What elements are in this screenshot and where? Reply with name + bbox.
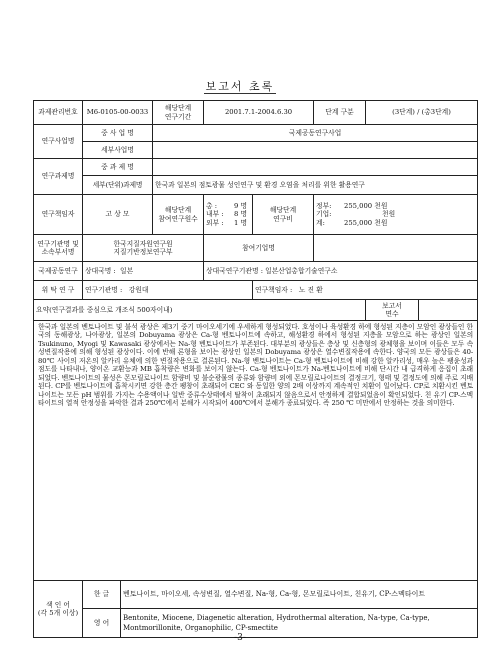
- program-detail-value: [153, 142, 478, 159]
- period-label: 해당단계 연구기간: [153, 101, 204, 125]
- intl-label: 국제공동연구: [34, 262, 83, 281]
- outsource-row: [34, 281, 478, 300]
- researcher-counts: 총 : 9 명 내부 : 8 명 외부 : 1 명: [204, 195, 253, 235]
- program-row-central: [34, 125, 478, 142]
- page-title: 보고서 초록: [205, 80, 275, 93]
- researchers-label: 연구책임자: [34, 195, 83, 235]
- program-central-value: 국제공동연구사업: [153, 125, 478, 142]
- keywords-label: 색 인 어 (각 5개 이상): [34, 581, 83, 638]
- stage-label: 단계 구분: [314, 101, 366, 125]
- program-label: 연구사업명: [34, 125, 83, 159]
- project-no-value: M6-0105-00-0033: [83, 101, 153, 125]
- project-row-central: [34, 159, 478, 176]
- keywords-korean-label: 한 글: [83, 581, 121, 609]
- summary-text: 한국과 일본의 벤토나이트 및 불석 광상은 제3기 중기 마이오세기에 우세하게 형성되었다. 호성이나 육성환경 하에 형성된 지층이 모암인 광상들인 한국의 동해광상, 나아광상, 일본의 Dobuyama 광상은 Ca-형 벤토나이트에 속하고, 해성환경 하에서 형성된 지층을 모암으로 하는 광상인 일본의 Tsukinuno, Myogi 및 Kawasaki 광상에서는 Na-형 벤토나이트가 부존된다. 대부분의 광상들은 층상 및 신층형의 광체형을 보이며 이들은 모두 속성변질작용에 의해 형성된 광상이다. 이에 반해 론형을 보이는 광상인 일본의 Dobuyama 광상은 열수변질작용에 속한다. 양국의 모든 광상들은 40-80℃ 사이의 저온의 알카리 유체에 의한 변질작용으로 결론된다. Na-형 벤토나이트는 Ca-형 벤토나이트에 비해 강한 알카리성, 매우 높은 팽윤성과 점도를 나타내나, 양이온 교환능과 MB 흡착량은 변화를 보이지 않는다. Ca-형 벤토나이트가 Na-벤토나이트에 비해 단시간 내 급격하게 응집이 초래되었다. 벤토나이트의 물성은 몬모릴로나이트 함량비 및 불순광물의 종류와 함량비 외에 몬모릴로나이트의 결정크기, 형태 및 결정도에 의해 주로 지배된다. CP를 벤토나이트에 흡착시키면 강한 층간 팽창이 초래되어 CEC 와 동일한 양의 2배 이상까지 계속적인 치환이 일어났다. CP로 치환시킨 벤토나이트는 모든 pH 범위를 가지는 수용액이나 일반 중류수상태에서 탈착이 초래되지 않음으로서 안정하게 결합되었음이 확인되었다. 친 유기 CP-스멕타이트의 열적 안정성을 파악한 결과 250℃에서 분해가 시작되어 400℃에서 분해가 종료되었다. 즉 250 ℃ 미만에서 안정하는 것을 의미한다.: [34, 321, 478, 581]
- budget-label: 해당단계 연구비: [253, 195, 314, 235]
- researchers-row: [34, 195, 478, 235]
- company-value: [314, 235, 478, 262]
- program-central-label: 중 사 업 명: [83, 125, 153, 142]
- company-label: 참여기업명: [204, 235, 314, 262]
- keywords-english-value: Bentonite, Miocene, Diagenetic alteration, Hydrothermal alteration, Na-type, Ca-type, Montmorillonite, Organophilic, CP-smectite: [121, 609, 478, 638]
- researcher-count-label: 해당단계 참여연구원수: [153, 195, 204, 235]
- keywords-korean-row: [34, 581, 478, 609]
- program-row-detail: [34, 142, 478, 159]
- intl-country: 상대국명 : 일본: [83, 262, 204, 281]
- project-no-label: 과제관리번호: [34, 101, 83, 125]
- project-detail-label: 세부(단위)과제명: [83, 176, 153, 195]
- page-number: -3-: [234, 633, 246, 643]
- period-value: 2001.7.1-2004.6.30: [204, 101, 314, 125]
- project-info-row: [34, 101, 478, 125]
- intl-institution: 상대국연구기관명 : 일본산업총합기술연구소: [204, 262, 478, 281]
- institution-label: 연구기관명 및 소속부서명: [34, 235, 83, 262]
- intl-row: [34, 262, 478, 281]
- summary-label: 요약(연구결과를 중심으로 개조식 500자이내): [34, 300, 366, 321]
- outsource-label: 위 탁 연 구: [34, 281, 83, 300]
- project-detail-value: 한국과 일본의 점토광물 성인연구 및 환경 오염을 처리를 위한 활용연구: [153, 176, 478, 195]
- project-label: 연구과제명: [34, 159, 83, 195]
- project-row-detail: [34, 176, 478, 195]
- project-central-value: [153, 159, 478, 176]
- stage-value: (3단계) / (총3단계): [366, 101, 478, 125]
- keywords-korean-value: 벤토나이트, 마이오세, 속성변질, 열수변질, Na-형, Ca-형, 몬모릴로나이트, 친유기, CP-스멕타이트: [121, 581, 478, 609]
- institution-value: 한국지질자원연구원 지질기반정보연구부: [83, 235, 204, 262]
- summary-body-row: [34, 321, 478, 581]
- outsource-institution: 연구기관명 : 강원대: [83, 281, 253, 300]
- researcher-name: 고 상 모: [83, 195, 153, 235]
- budget-values: 정부: 255,000 천원 기업: 천원 계: 255,000 천원: [314, 195, 478, 235]
- institution-row: [34, 235, 478, 262]
- summary-page-label: 보고서 면수: [366, 300, 419, 321]
- outsource-head: 연구책임자 : 노 진 환: [253, 281, 478, 300]
- keywords-english-label: 영 어: [83, 609, 121, 638]
- report-abstract-table: [33, 100, 478, 638]
- program-detail-label: 세부사업명: [83, 142, 153, 159]
- summary-page-value: [419, 300, 478, 321]
- project-central-label: 중 과 제 명: [83, 159, 153, 176]
- summary-header-row: [34, 300, 478, 321]
